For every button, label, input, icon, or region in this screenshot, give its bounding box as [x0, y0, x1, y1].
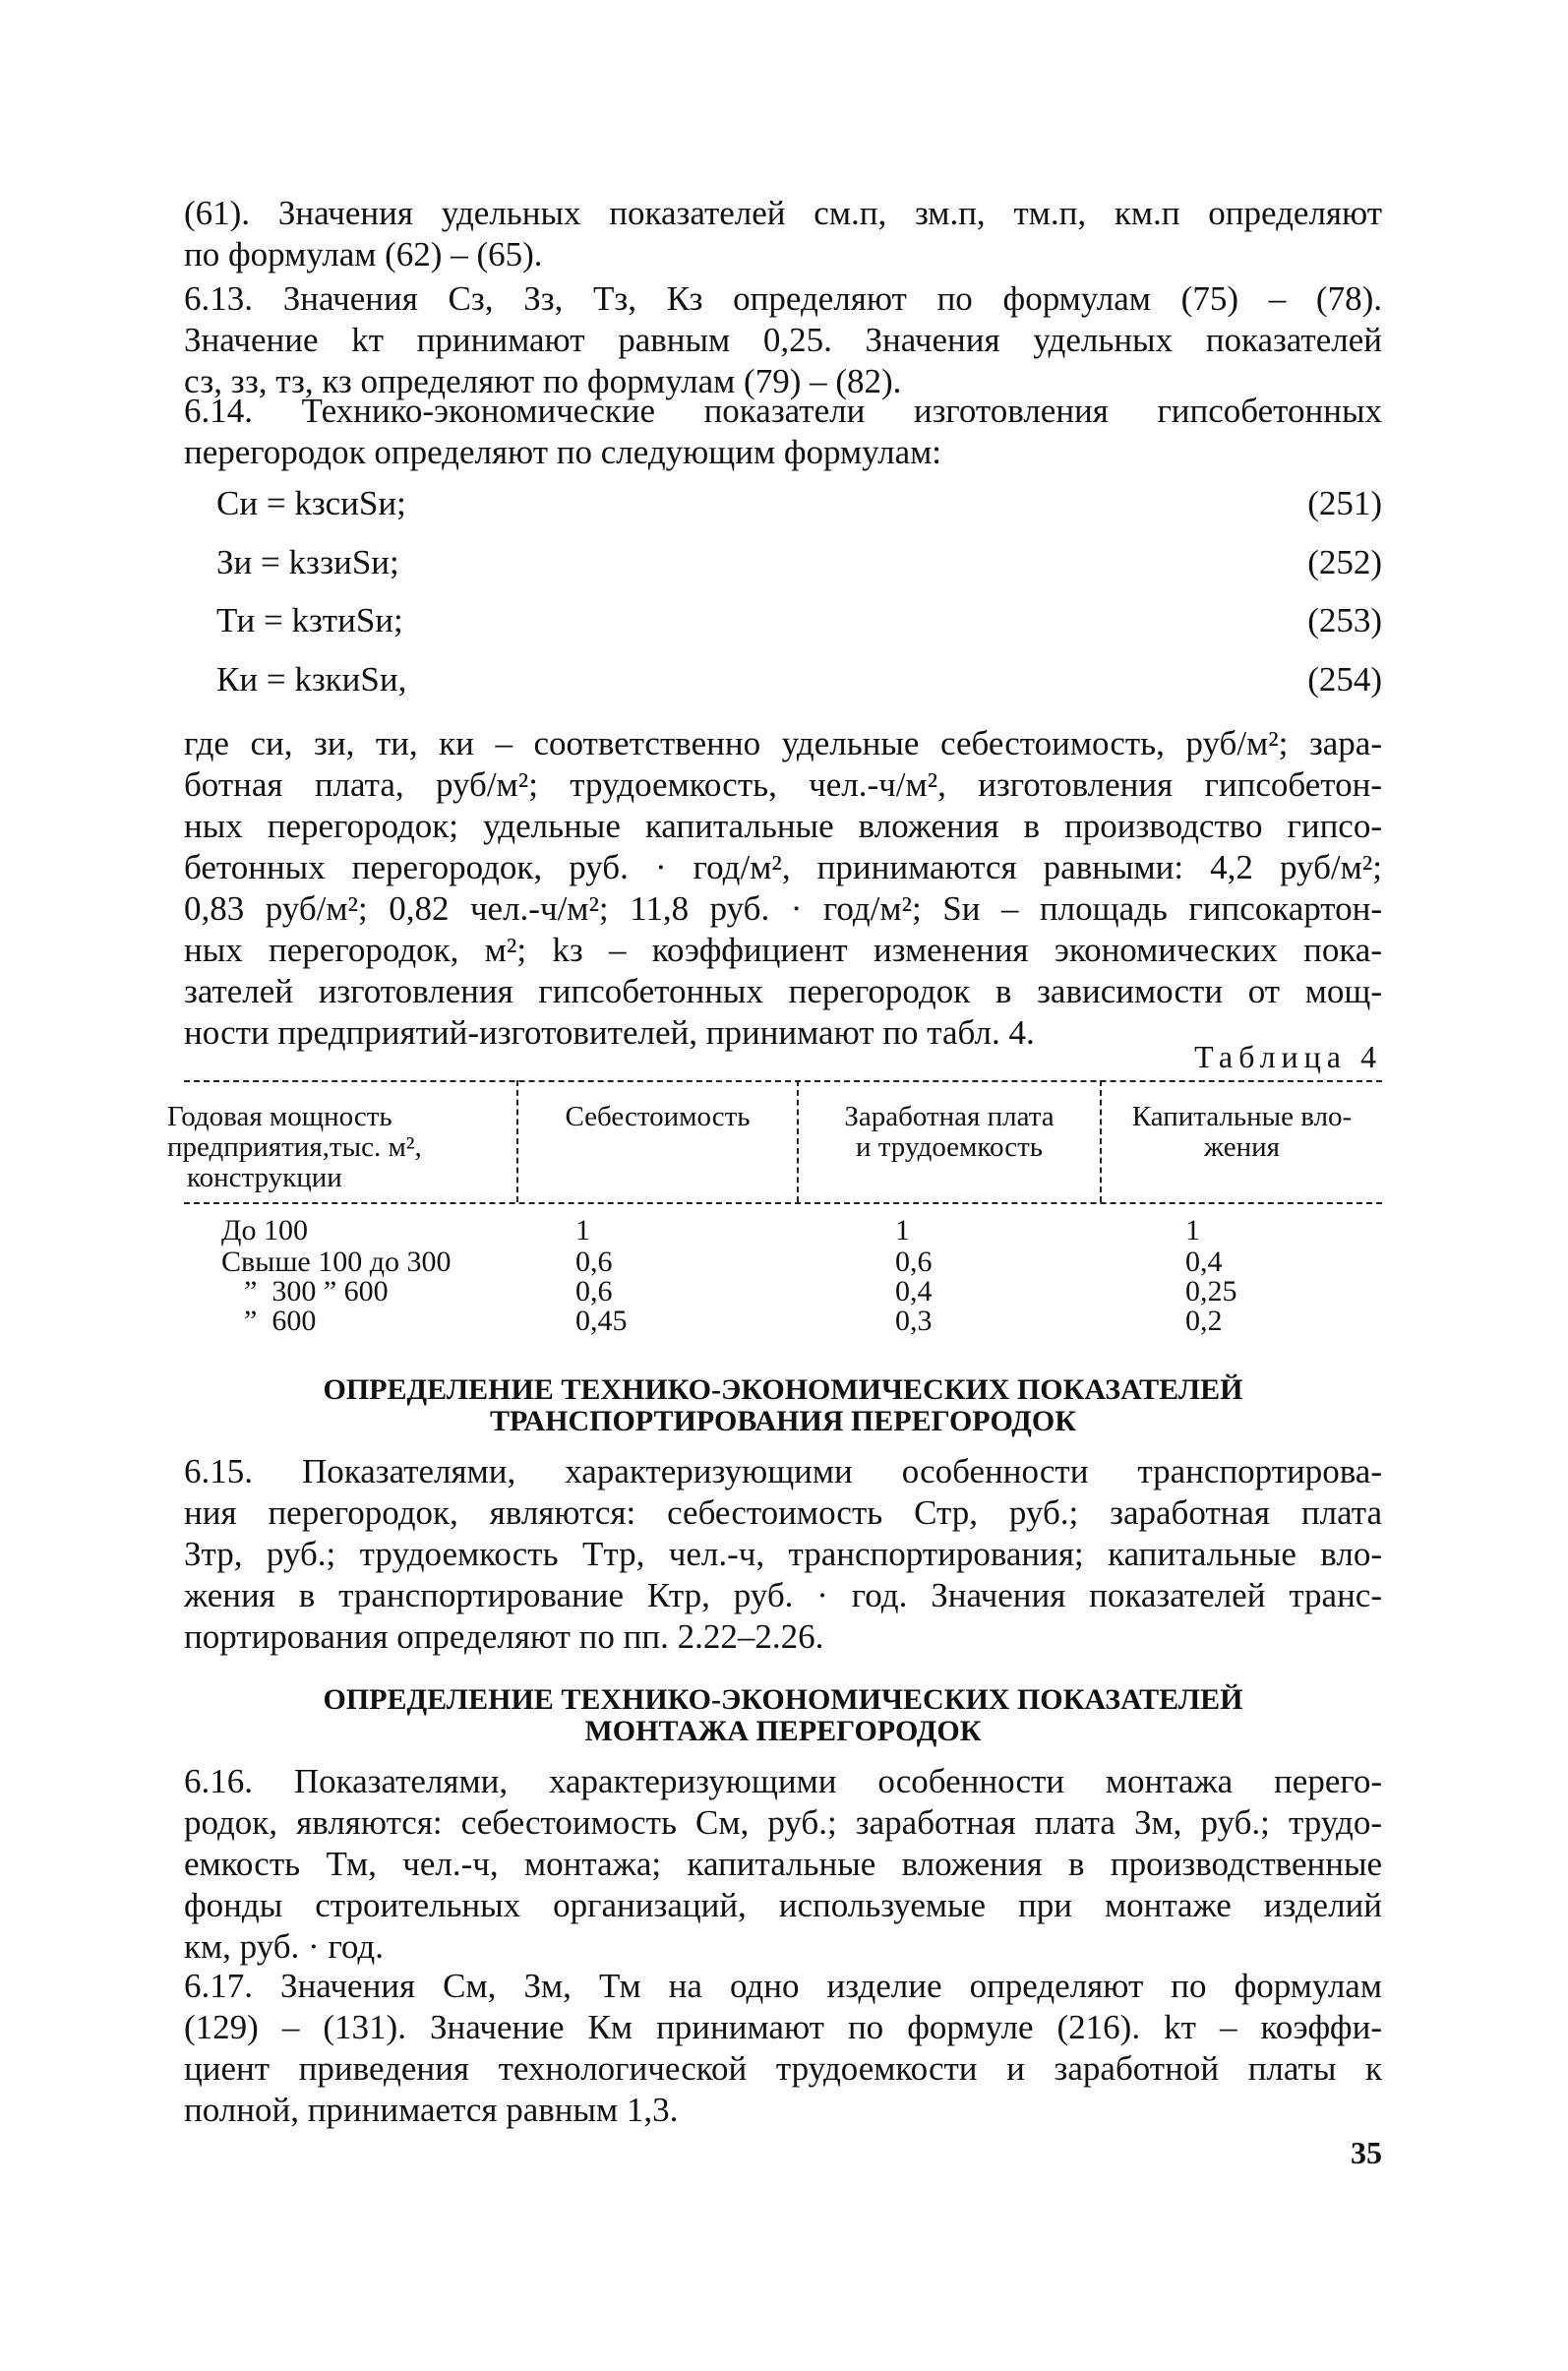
formula-number: (252) [1307, 543, 1382, 581]
formula-expression: Си = kзсиSи; [216, 484, 406, 522]
formula-expression: Ки = kзкиSи, [216, 660, 407, 699]
text-line: ботная плата, руб/м²; трудоемкость, чел.-ч/м², изготовления гипсобетон- [184, 765, 1382, 804]
text-line: портирования определяют по пп. 2.22–2.26. [184, 1617, 824, 1656]
text-line: циент приведения технологической трудоемкости и заработной платы к [184, 2049, 1382, 2088]
table-cell: Свыше 100 до 300 [221, 1246, 452, 1278]
table-header-cost [518, 1102, 797, 1132]
header-line: Годовая мощность [167, 1101, 392, 1132]
table-cell: 0,6 [575, 1246, 613, 1278]
text-line: перегородок определяют по следующим формулам: [184, 433, 941, 471]
formula-253 [216, 601, 1382, 642]
text-line: 0,83 руб/м²; 0,82 чел.-ч/м²; 11,8 руб. · год/м²; Sи – площадь гипсокартон- [184, 889, 1382, 928]
paragraph-6-14 [184, 391, 1382, 473]
table-cell: 0,6 [575, 1275, 613, 1307]
text-line: (61). Значения удельных показателей см.п, зм.п, тм.п, км.п определяют [184, 194, 1382, 232]
header-line: предприятия,тыс. м², [167, 1131, 422, 1163]
header-line: Заработная плата [844, 1101, 1055, 1132]
text-line: 6.17. Значения См, Зм, Тм на одно изделие определяют по формулам [184, 1967, 1382, 2005]
text-line: полной, принимается равным 1,3. [184, 2091, 679, 2129]
header-line: и трудоемкость [855, 1131, 1044, 1163]
paragraph-6-16 [184, 1761, 1382, 1968]
text-line: емкость Тм, чел.-ч, монтажа; капитальные вложения в производственные [184, 1845, 1382, 1883]
text-line: 6.15. Показателями, характеризующими особенности транспортирова- [184, 1452, 1382, 1490]
text-line: по формулам (62) – (65). [184, 235, 543, 274]
formula-expression: Зи = kззиSи; [216, 543, 399, 581]
table-cell: 0,4 [1185, 1246, 1223, 1278]
text-line: Зтр, руб.; трудоемкость Ттр, чел.-ч, транспортирования; капитальные вло- [184, 1535, 1382, 1573]
text-line: км, руб. · год. [184, 1927, 384, 1966]
text-line: Значение kт принимают равным 0,25. Значения удельных показателей [184, 321, 1382, 359]
table-caption: Таблица 4 [1194, 1039, 1382, 1074]
text-line: 6.13. Значения Сз, Зз, Тз, Кз определяют по формулам (75) – (78). [184, 279, 1382, 318]
text-line: бетонных перегородок, руб. · год/м², принимаются равными: 4,2 руб/м²; [184, 848, 1382, 886]
formula-number: (253) [1307, 601, 1382, 639]
table-cell: ” 600 [244, 1305, 317, 1337]
formula-number: (254) [1307, 660, 1382, 699]
heading-line: ОПРЕДЕЛЕНИЕ ТЕХНИКО-ЭКОНОМИЧЕСКИХ ПОКАЗАТЕЛЕЙ [323, 1683, 1243, 1716]
formula-expression: Ти = kзтиSи; [216, 601, 403, 639]
table-header-rule [184, 1202, 1382, 1204]
table-cell: До 100 [221, 1214, 308, 1246]
text-line: 6.14. Технико-экономические показатели изготовления гипсобетонных [184, 392, 1382, 430]
paragraph-6-17 [184, 1966, 1382, 2131]
text-line: зателей изготовления гипсобетонных перегородок в зависимости от мощ- [184, 972, 1382, 1010]
table-cell: 0,3 [895, 1305, 933, 1337]
heading-line: МОНТАЖА ПЕРЕГОРОДОК [584, 1715, 982, 1747]
table-header-capacity [167, 1102, 462, 1193]
section-heading-transport [184, 1374, 1382, 1437]
section-heading-installation [184, 1684, 1382, 1747]
table-cell: 0,2 [1185, 1305, 1223, 1337]
heading-line: ТРАНСПОРТИРОВАНИЯ ПЕРЕГОРОДОК [489, 1405, 1077, 1437]
text-line: ности предприятий-изготовителей, принимают по табл. 4. [184, 1013, 1035, 1052]
text-line: родок, являются: себестоимость См, руб.; заработная плата Зм, руб.; трудо- [184, 1803, 1382, 1842]
table-cell: 0,25 [1185, 1275, 1237, 1307]
formula-251 [216, 484, 1382, 525]
formula-number: (251) [1307, 484, 1382, 522]
formula-254 [216, 660, 1382, 701]
table-cell: 1 [1185, 1214, 1200, 1246]
table-header-capital [1102, 1102, 1382, 1163]
where-paragraph [184, 723, 1382, 1054]
text-line: фонды строительных организаций, используемые при монтаже изделий [184, 1886, 1382, 1924]
formula-252 [216, 543, 1382, 584]
table-cell: 1 [575, 1214, 590, 1246]
paragraph-6-13 [184, 278, 1382, 402]
text-line: сз, зз, тз, кз определяют по формулам (79) – (82). [184, 362, 902, 400]
text-line: (129) – (131). Значение Км принимают по формуле (216). kт – коэффи- [184, 2008, 1382, 2046]
table-cell: 0,4 [895, 1275, 933, 1307]
text-line: ных перегородок, м²; kз – коэффициент изменения экономических пока- [184, 931, 1382, 969]
table-top-rule [184, 1080, 1382, 1082]
table-header-wages [799, 1102, 1100, 1163]
heading-line: ОПРЕДЕЛЕНИЕ ТЕХНИКО-ЭКОНОМИЧЕСКИХ ПОКАЗАТЕЛЕЙ [323, 1373, 1243, 1406]
header-line: конструкции [187, 1162, 342, 1193]
text-line: ных перегородок; удельные капитальные вложения в производство гипсо- [184, 807, 1382, 845]
page-number: 35 [1351, 2135, 1382, 2170]
header-line: Капитальные вло- [1131, 1101, 1353, 1132]
table-column-divider [516, 1080, 518, 1202]
table-cell: 0,45 [575, 1305, 628, 1337]
header-line: Себестоимость [565, 1101, 751, 1132]
text-line: жения в транспортирование Ктр, руб. · год. Значения показателей транс- [184, 1576, 1382, 1614]
table-cell: ” 300 ” 600 [244, 1275, 389, 1307]
header-line: жения [1204, 1131, 1280, 1163]
paragraph-6-15 [184, 1451, 1382, 1658]
intro-paragraph [184, 193, 1382, 275]
text-line: где си, зи, ти, ки – соответственно удельные себестоимость, руб/м²; зара- [184, 724, 1382, 762]
text-line: ния перегородок, являются: себестоимость Стр, руб.; заработная плата [184, 1493, 1382, 1532]
text-line: 6.16. Показателями, характеризующими особенности монтажа перего- [184, 1762, 1382, 1800]
table-cell: 0,6 [895, 1246, 933, 1278]
table-cell: 1 [895, 1214, 910, 1246]
